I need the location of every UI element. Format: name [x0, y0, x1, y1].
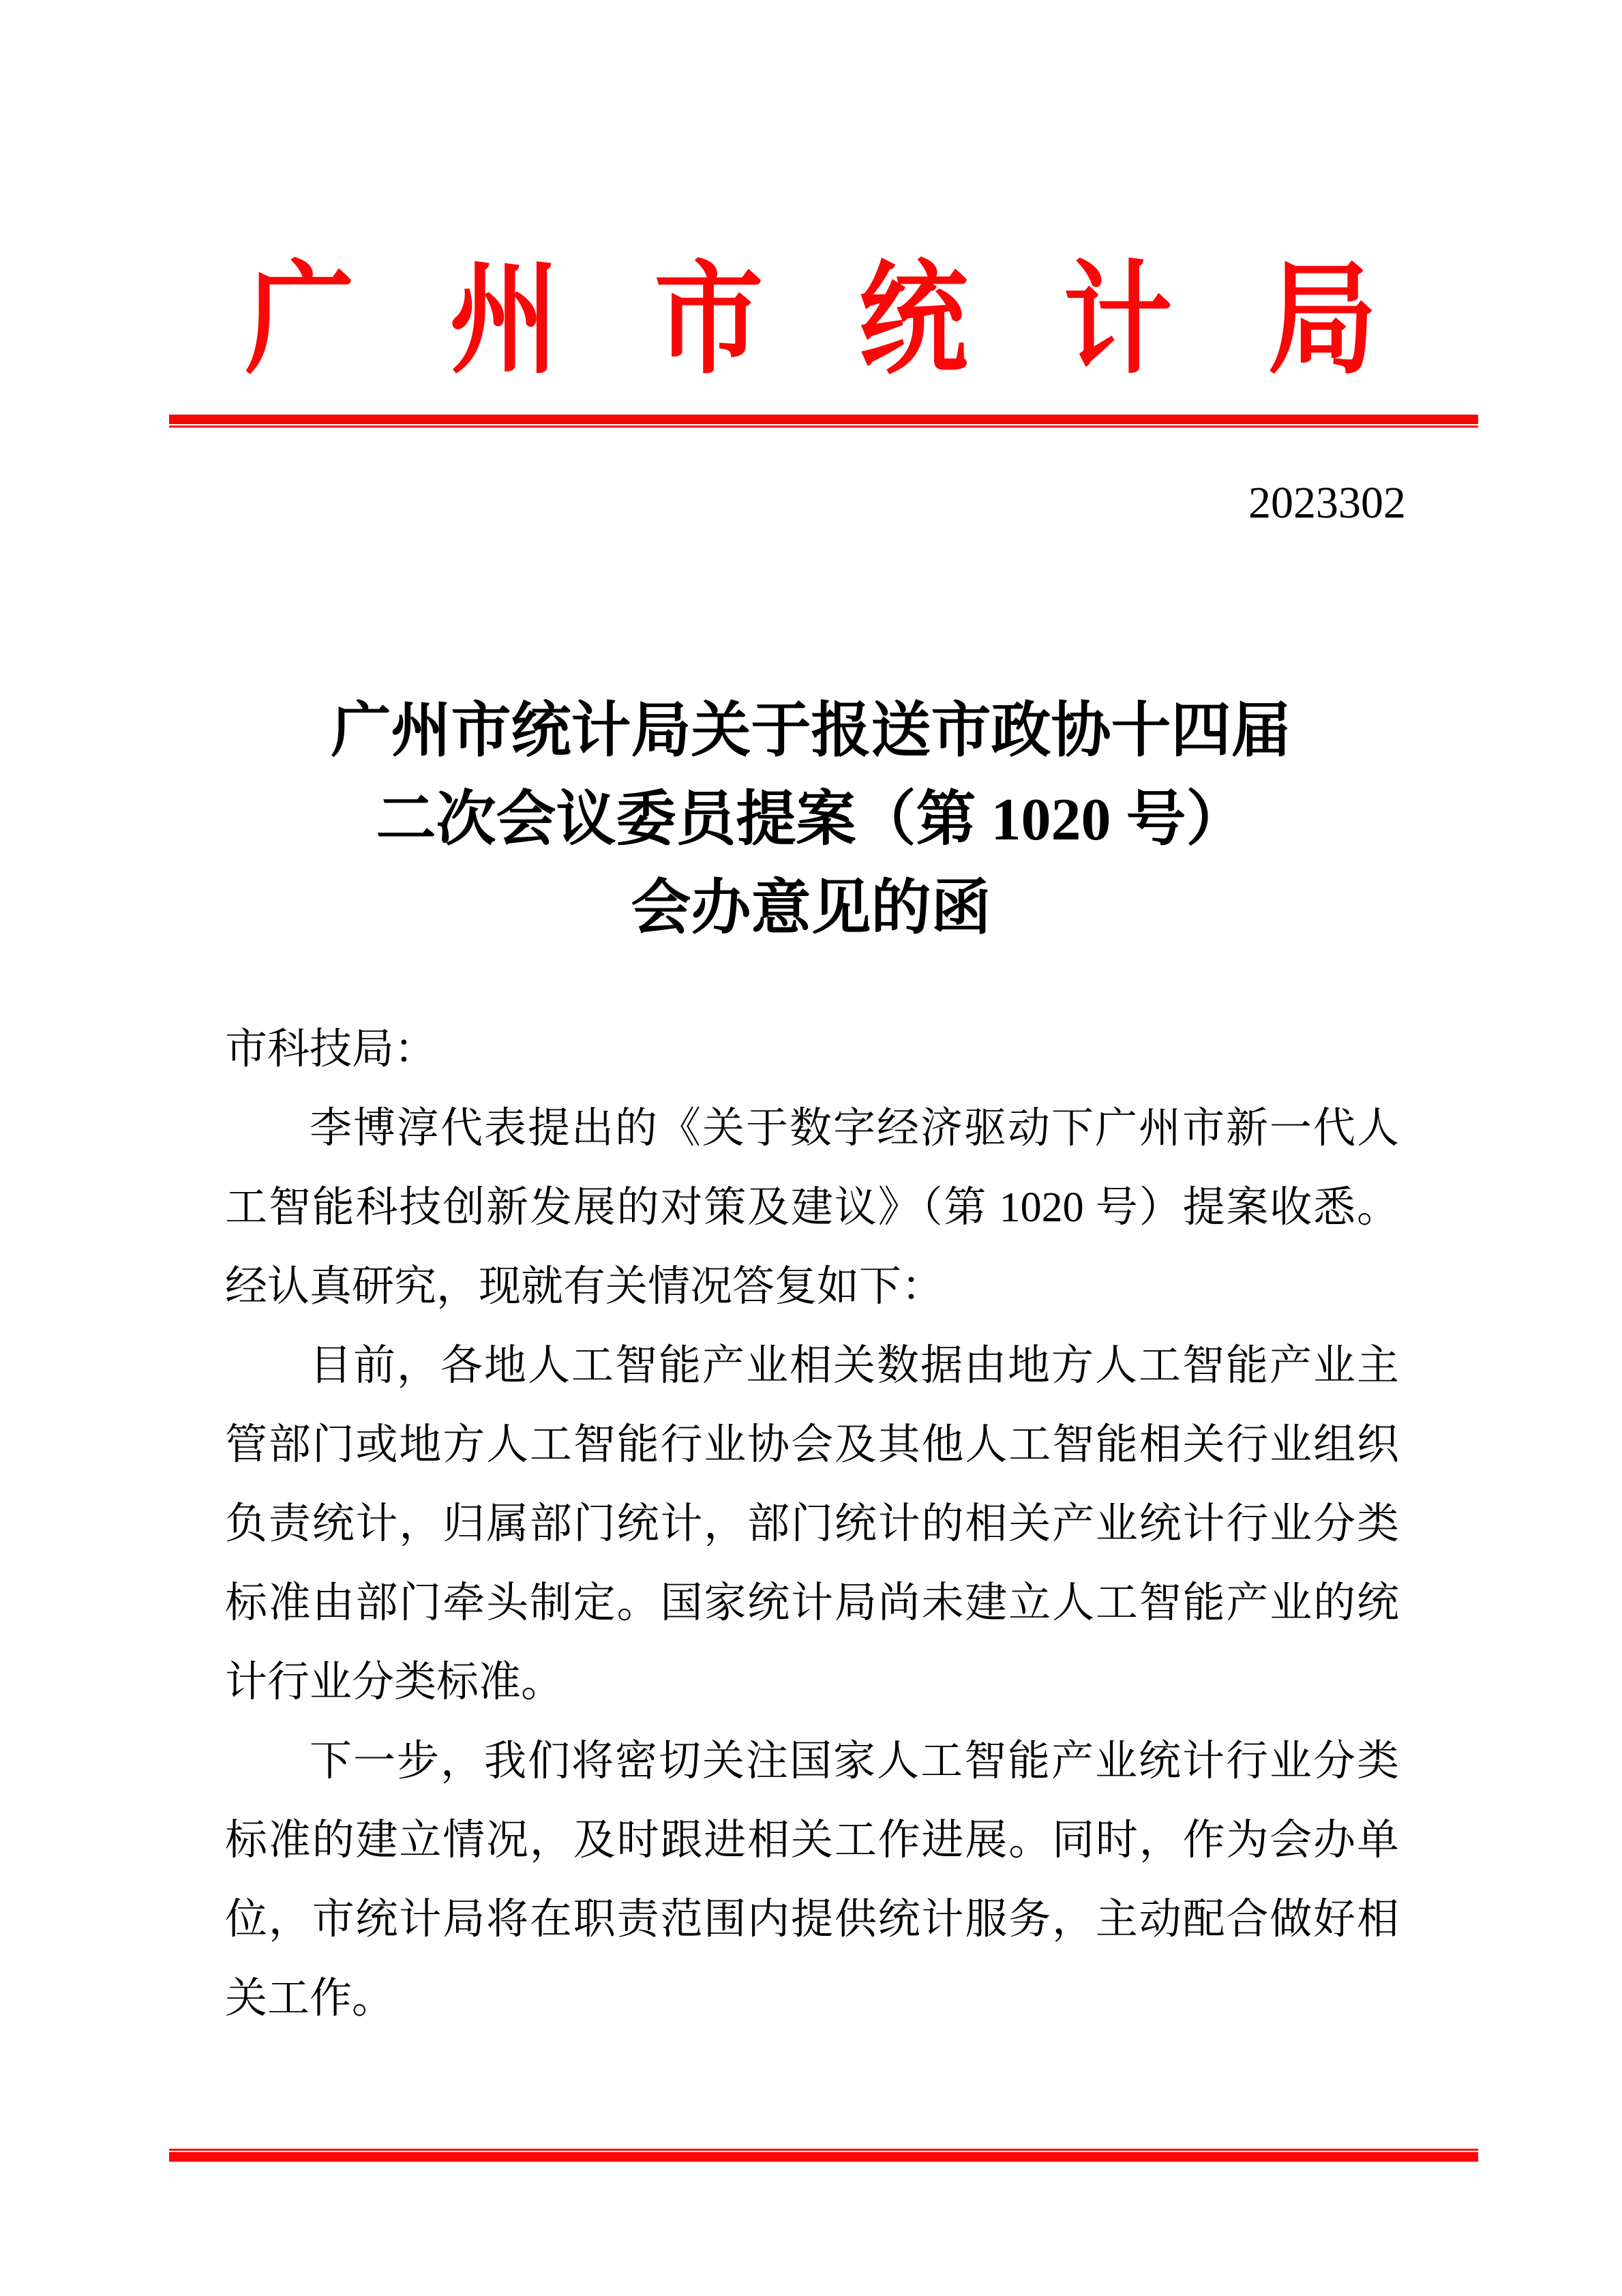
body-line: 目前，各地人工智能产业相关数据由地方人工智能产业主 — [310, 1343, 1399, 1389]
body-line: 负责统计，归属部门统计，部门统计的相关产业统计行业分类 — [225, 1501, 1399, 1547]
body-line: 市科技局： — [225, 1026, 437, 1073]
footer-divider-thin — [169, 2149, 1478, 2151]
agency-masthead-title: 广州市统计局 — [245, 252, 1473, 389]
body-line: 经认真研究，现就有关情况答复如下： — [225, 1264, 944, 1310]
body-line: 关工作。 — [225, 1976, 395, 2022]
body-line: 管部门或地方人工智能行业协会及其他人工智能相关行业组织 — [225, 1422, 1399, 1468]
document-title-line-2: 二次会议委员提案（第 1020 号） — [376, 787, 1246, 853]
body-line: 下一步，我们将密切关注国家人工智能产业统计行业分类 — [310, 1738, 1399, 1785]
body-line: 标准由部门牵头制定。国家统计局尚未建立人工智能产业的统 — [225, 1580, 1399, 1626]
body-line: 标准的建立情况，及时跟进相关工作进展。同时，作为会办单 — [225, 1817, 1399, 1864]
body-line: 李博淳代表提出的《关于数字经济驱动下广州市新一代人 — [310, 1105, 1399, 1152]
body-line: 计行业分类标准。 — [225, 1659, 564, 1705]
body-line: 工智能科技创新发展的对策及建议》（第 1020 号）提案收悉。 — [225, 1184, 1399, 1231]
document-title-line-1: 广州市统计局关于报送市政协十四届 — [331, 698, 1291, 764]
document-title-line-3: 会办意见的函 — [631, 876, 991, 942]
letter-body — [225, 1010, 1399, 2038]
body-line: 位，市统计局将在职责范围内提供统计服务，主动配合做好相 — [225, 1896, 1399, 1943]
footer-divider-thick — [169, 2152, 1478, 2162]
masthead-divider-thick — [169, 415, 1478, 424]
document-title — [0, 687, 1622, 953]
masthead-divider-thin — [169, 426, 1478, 428]
document-number: 2023302 — [1248, 478, 1406, 528]
